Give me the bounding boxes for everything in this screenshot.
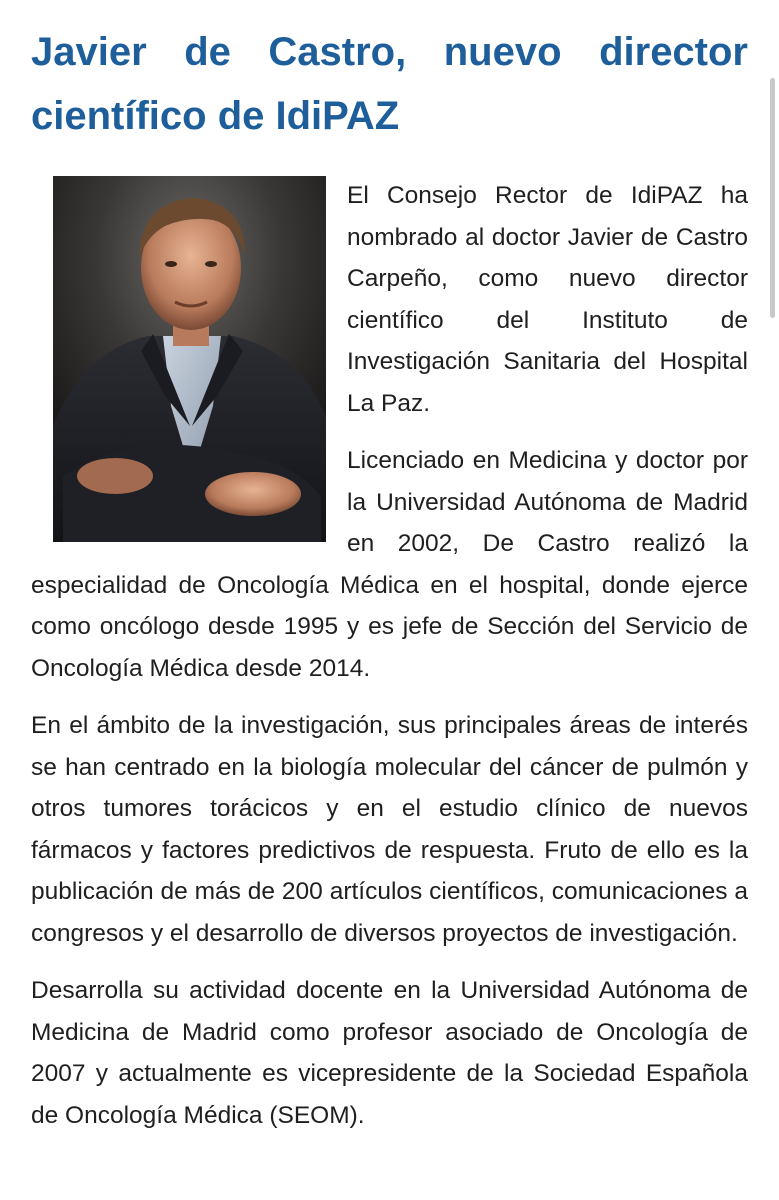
portrait-illustration [53,176,326,542]
paragraph-research: En el ámbito de la investigación, sus principales áreas de interés se han centrado en la biología molecular del cáncer de pulmón y otros tumores torácicos y en el estudio clínico de nuevos fármacos y factores predictivos de respuesta. Fruto de ello es la publicación de más de 200 artículos científicos, comunicaciones a congresos y el desarrollo de diversos proyectos de investigación. [31,712,748,947]
paragraph-teaching: Desarrolla su actividad docente en la Universidad Autónoma de Medicina de Madrid como profesor asociado de Oncología de 2007 y actualmente es vicepresidente de la Sociedad Española de Oncología Médica (SEOM). [31,977,748,1129]
paragraph-background: Licenciado en Medicina y doctor por la Universidad Autónoma de Madrid en 2002, De Castro realizó la especialidad de Oncología Médica en el hospital, donde ejerce como oncólogo desde 1995 y es jefe de Sección del Servicio de Oncología Médica desde 2014. [31,447,748,682]
paragraph-appointment: El Consejo Rector de IdiPAZ ha nombrado al doctor Javier de Castro Carpeño, como nuevo director científico del Instituto de Investigación Sanitaria del Hospital La Paz. [347,182,748,417]
vertical-scrollbar[interactable] [770,78,775,318]
portrait-photo [53,176,326,542]
article-title: Javier de Castro, nuevo director científico de IdiPAZ [31,30,748,138]
article [31,20,748,1152]
